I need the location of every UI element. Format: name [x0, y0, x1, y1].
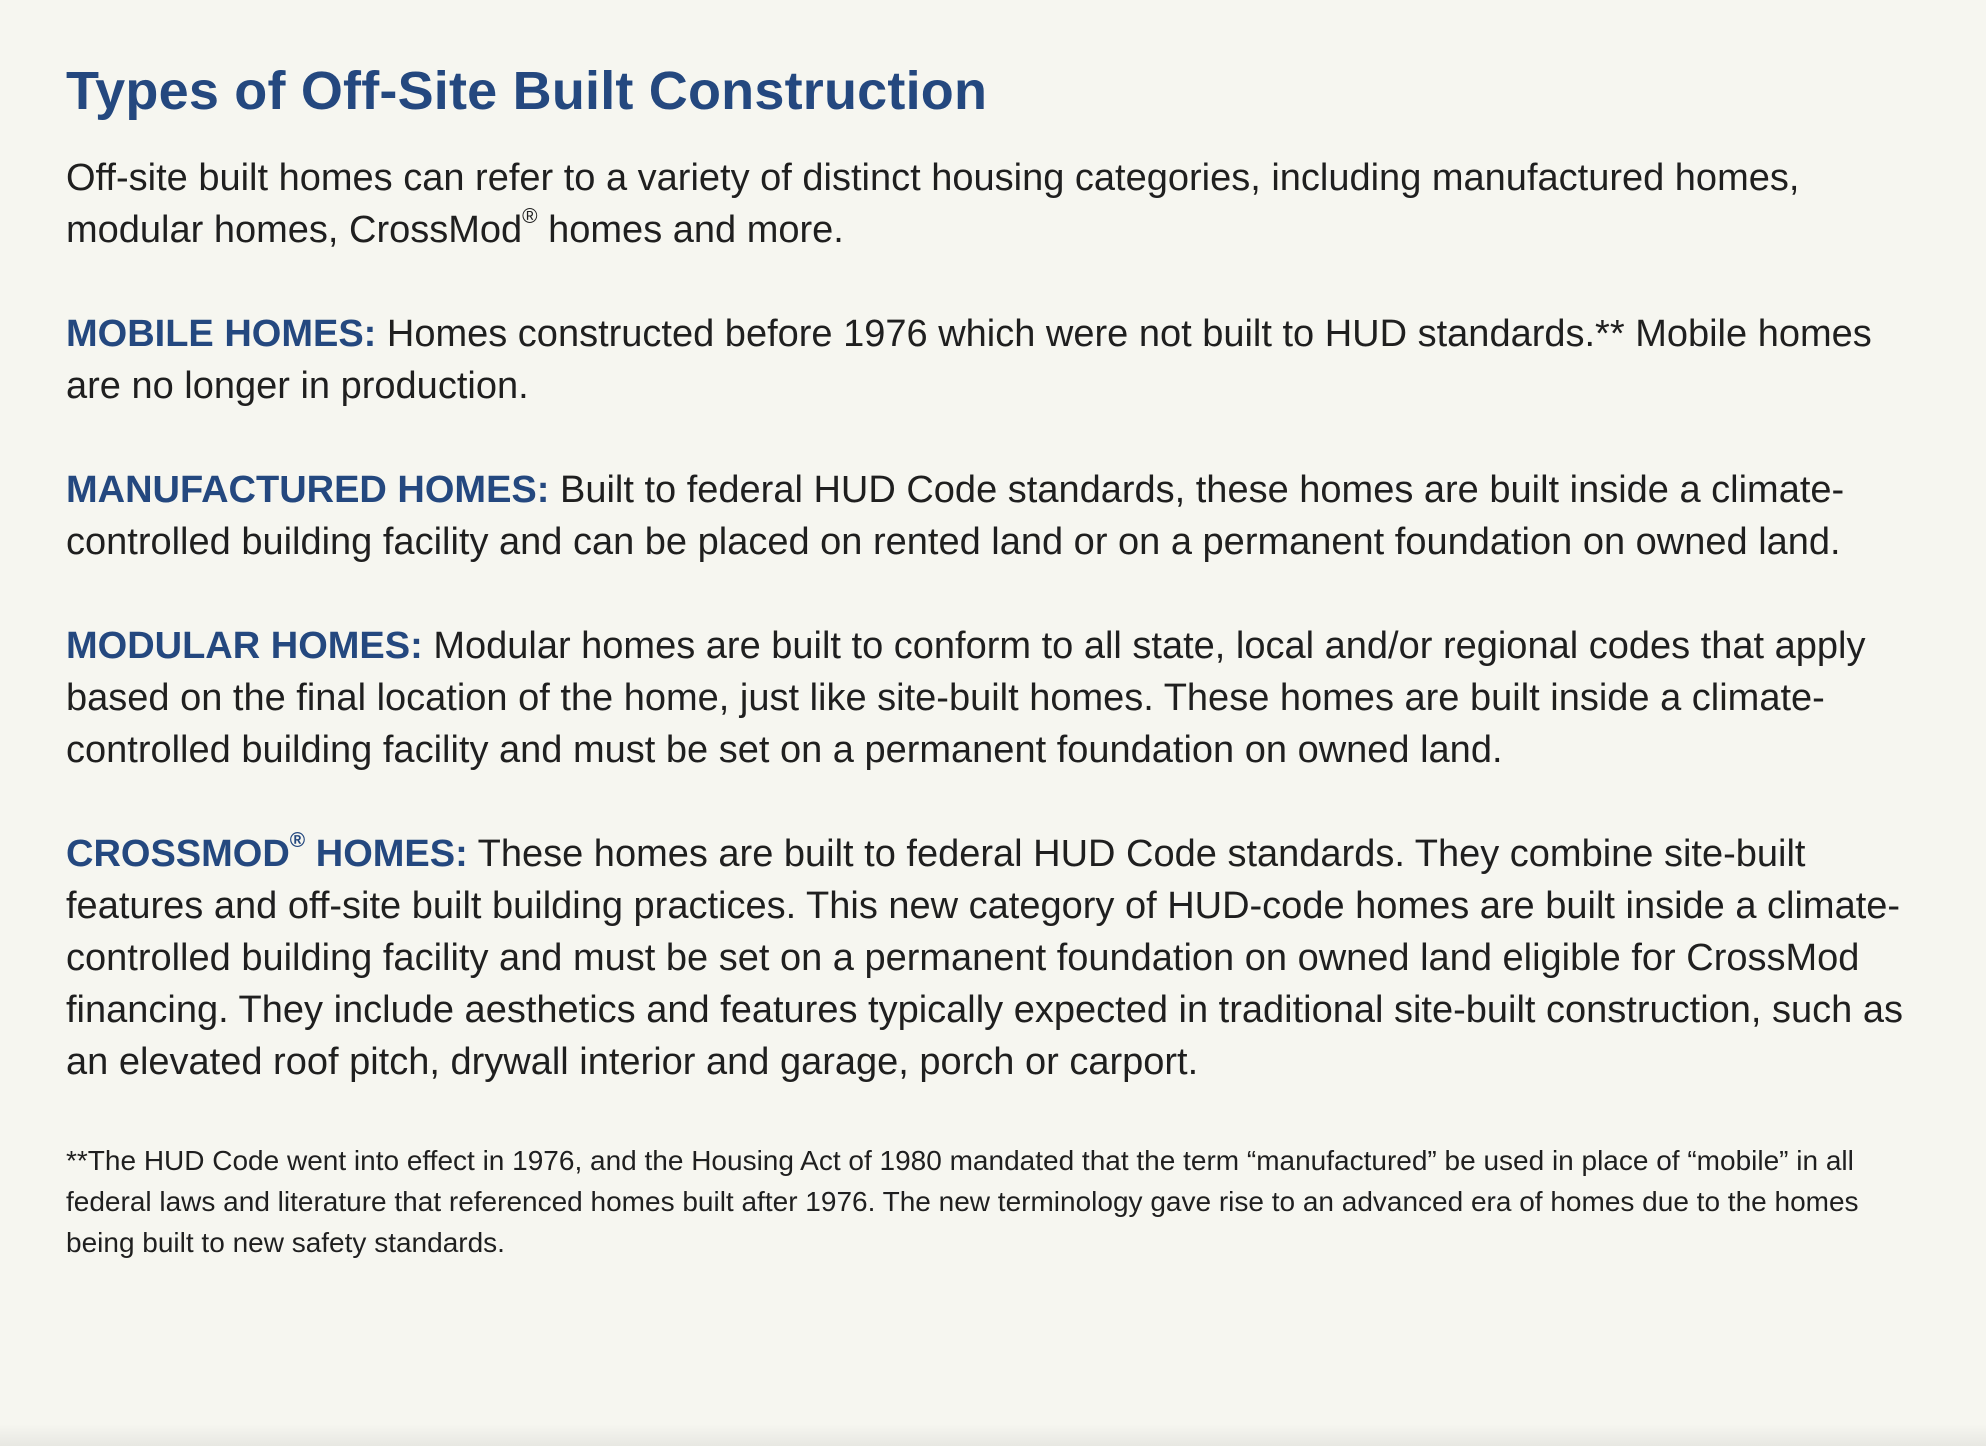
section-crossmod-homes: [66, 828, 1926, 1088]
footnote: **The HUD Code went into effect in 1976, and the Housing Act of 1980 mandated that the term “manufactured” be used in place of “mobile” in all federal laws and literature that referenced homes built after 1976. The new terminology gave rise to an advanced era of homes due to the homes being built to new safety standards.: [66, 1145, 1859, 1258]
section-text: Modular homes are built to conform to all state, local and/or regional codes that apply based on the final location of the home, just like site-built homes. These homes are built inside a climate-controlled building facility and must be set on a permanent foundation on owned land.: [66, 625, 1866, 771]
registered-mark: ®: [522, 205, 538, 229]
page-title: Types of Off-Site Built Construction: [66, 61, 988, 121]
intro-paragraph: [66, 152, 1926, 256]
bottom-edge-shadow: [0, 1424, 1986, 1446]
intro-text-end: homes and more.: [537, 209, 844, 251]
section-mobile-homes: [66, 308, 1926, 412]
section-manufactured-homes: [66, 464, 1926, 568]
registered-mark: ®: [289, 829, 306, 853]
section-label-start: CROSSMOD: [66, 833, 290, 875]
section-label-end: HOMES:: [305, 833, 468, 875]
section-label: MANUFACTURED HOMES:: [66, 469, 550, 511]
section-text: Built to federal HUD Code standards, these homes are built inside a climate-controlled building facility and can be placed on rented land or on a permanent foundation on owned land.: [66, 469, 1845, 563]
section-text: These homes are built to federal HUD Code standards. They combine site-built features and off-site built building practices. This new category of HUD-code homes are built inside a climate-controlled building facility and must be set on a permanent foundation on owned land eligible for CrossMod financing. They include aesthetics and features typically expected in traditional site-built construction, such as an elevated roof pitch, drywall interior and garage, porch or carport.: [66, 833, 1903, 1083]
section-label: MOBILE HOMES:: [66, 313, 377, 355]
section-modular-homes: [66, 620, 1926, 776]
article: [66, 58, 1926, 1291]
section-text: Homes constructed before 1976 which were not built to HUD standards.** Mobile homes are no longer in production.: [66, 313, 1872, 407]
intro-text: Off-site built homes can refer to a variety of distinct housing categories, including manufactured homes, modular homes, CrossMod: [66, 157, 1800, 251]
section-label: MODULAR HOMES:: [66, 625, 423, 667]
section-label: [66, 829, 468, 875]
